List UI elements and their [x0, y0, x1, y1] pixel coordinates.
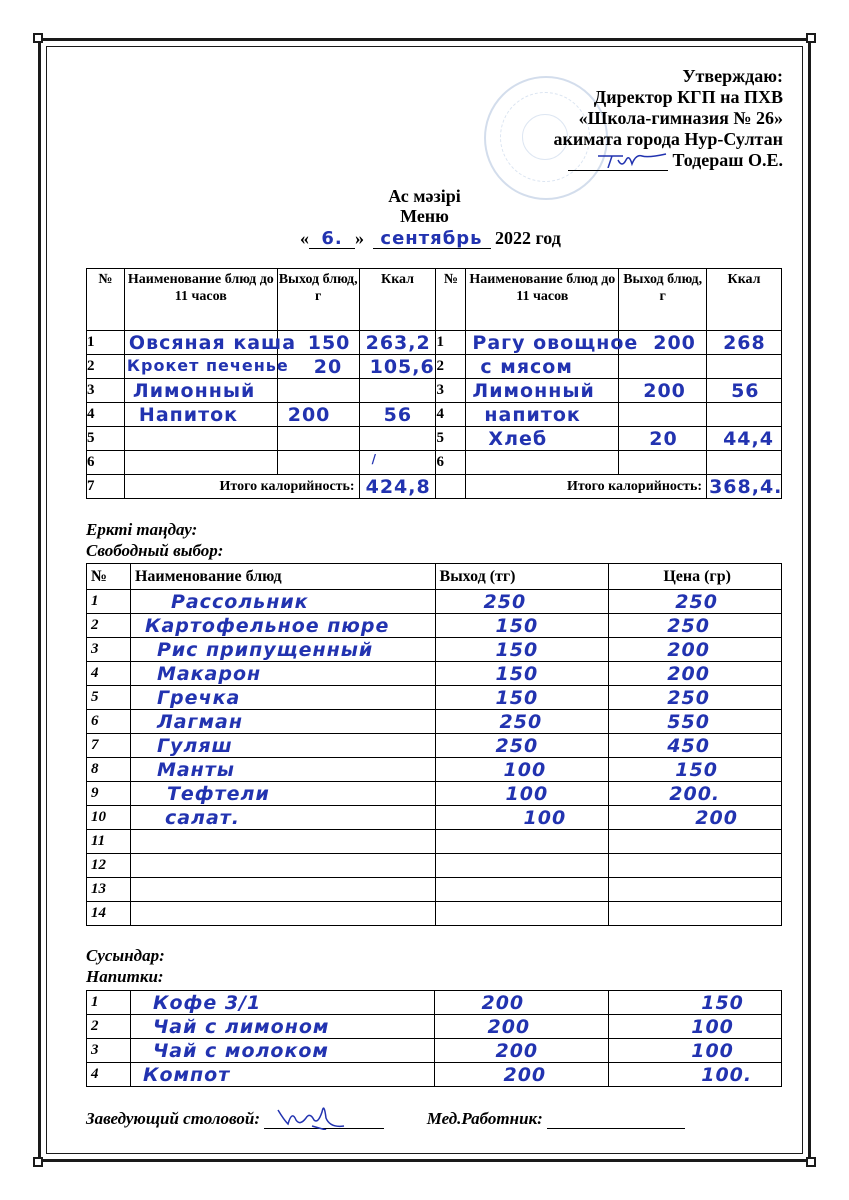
dish-kcal: / [371, 452, 377, 466]
row-num: 4 [436, 403, 466, 427]
dish-price: 200. [669, 783, 721, 805]
row-num: 2 [87, 1015, 131, 1039]
dish-kcal: 105,6 [369, 356, 435, 378]
header-num: № [87, 564, 131, 590]
dish-yield: 20 [649, 428, 678, 450]
free-choice-label-ru: Свободный выбор: [86, 541, 224, 560]
row-num: 1 [87, 991, 131, 1015]
dish-yield: 200 [481, 992, 525, 1014]
dish-yield: 200 [503, 1064, 547, 1086]
row-num: 1 [436, 331, 466, 355]
dish-name: Хлеб [488, 428, 548, 450]
approval-signature-line [554, 150, 783, 171]
header-dish-name: Наименование блюд до 11 часов [124, 269, 277, 331]
table-row [87, 686, 782, 710]
row-num: 1 [87, 331, 125, 355]
row-num: 14 [87, 902, 131, 926]
table-row [87, 902, 782, 926]
dish-price: 250 [667, 687, 710, 709]
row-num: 6 [87, 451, 125, 475]
table-row [87, 782, 782, 806]
row-num: 2 [436, 355, 466, 379]
date-month: сентябрь [373, 228, 491, 249]
dish-yield: 100 [505, 783, 549, 805]
footer-signatures [86, 1108, 685, 1129]
header-yield: Выход (тг) [435, 564, 609, 590]
row-num: 3 [87, 638, 131, 662]
manager-signature [264, 1108, 384, 1129]
row-num: 2 [87, 355, 125, 379]
free-choice-table [86, 563, 782, 926]
row-num: 12 [87, 854, 131, 878]
row-num: 10 [87, 806, 131, 830]
dish-name: Картофельное пюре [144, 615, 390, 637]
header-dish-name: Наименование блюд до 11 часов [466, 269, 619, 331]
approval-line: Утверждаю: [682, 66, 783, 86]
medic-label: Мед.Работник: [426, 1109, 543, 1128]
border-corner [806, 33, 816, 43]
dish-price: 200 [695, 807, 738, 829]
dish-price: 100 [691, 1040, 734, 1062]
total-kcal-left: 424,8 [365, 476, 431, 498]
total-label: Итого калорийность: [124, 475, 359, 499]
table-row [87, 991, 782, 1015]
table-row [87, 758, 782, 782]
date-day: 6. [309, 228, 355, 249]
table-row [87, 451, 782, 475]
drinks-label-kz: Сусындар: [86, 946, 165, 965]
dish-yield: 250 [483, 591, 527, 613]
dish-kcal: 268 [723, 332, 766, 354]
table-row [87, 710, 782, 734]
dish-price: 100. [701, 1064, 753, 1086]
director-signature [568, 152, 668, 171]
header-kcal: Ккал [707, 269, 782, 331]
dish-name: Чай с лимоном [152, 1016, 330, 1038]
table-row [87, 662, 782, 686]
table-row [87, 638, 782, 662]
row-num: 7 [87, 734, 131, 758]
dish-name: Манты [156, 759, 235, 781]
row-num: 13 [87, 878, 131, 902]
dish-yield: 150 [495, 639, 539, 661]
row-num: 1 [87, 590, 131, 614]
table-row [87, 878, 782, 902]
dish-yield: 150 [495, 687, 539, 709]
approval-line: Директор КГП на ПХВ [593, 87, 783, 107]
signature-scribble [568, 146, 668, 168]
dish-name: Овсяная каша [128, 332, 297, 354]
dish-price: 450 [667, 735, 710, 757]
dish-kcal: 44,4 [723, 428, 774, 450]
row-num: 7 [87, 475, 125, 499]
dish-yield: 100 [523, 807, 567, 829]
row-num: 6 [436, 451, 466, 475]
table-row [87, 403, 782, 427]
dish-name: Лагман [156, 711, 243, 733]
date-year: 2022 год [495, 228, 561, 248]
row-num: 6 [87, 710, 131, 734]
row-num: 5 [436, 427, 466, 451]
dish-kcal: 263,2 [365, 332, 431, 354]
row-num: 4 [87, 662, 131, 686]
signature-scribble [264, 1100, 384, 1130]
dish-price: 150 [675, 759, 718, 781]
dish-price: 550 [667, 711, 710, 733]
free-choice-label-kz: Еркті таңдау: [86, 520, 198, 539]
table-row [87, 331, 782, 355]
dish-price: 200 [667, 663, 710, 685]
dish-yield: 150 [307, 332, 351, 354]
dish-name: Напиток [138, 404, 239, 426]
dish-price: 250 [675, 591, 718, 613]
row-num: 9 [87, 782, 131, 806]
total-kcal-right: 368,4. [709, 476, 783, 498]
dish-name: Гречка [156, 687, 241, 709]
row-num: 3 [436, 379, 466, 403]
dish-name: Кофе 3/1 [152, 992, 262, 1014]
dish-name: Тефтели [166, 783, 270, 805]
dish-yield: 200 [287, 404, 331, 426]
table-row [87, 1063, 782, 1087]
row-num: 3 [87, 379, 125, 403]
dish-name: Рассольник [170, 591, 309, 613]
table-row [87, 806, 782, 830]
dish-name: Рис припущенный [156, 639, 374, 661]
dish-name: Макарон [156, 663, 262, 685]
drinks-table [86, 990, 782, 1087]
header-yield: Выход блюд, г [277, 269, 359, 331]
approval-block [554, 66, 783, 171]
dish-yield: 200 [653, 332, 696, 354]
director-name: Тодераш О.Е. [672, 150, 783, 170]
dish-yield: 100 [503, 759, 547, 781]
dish-name: Компот [142, 1064, 231, 1086]
medic-signature-line [547, 1108, 685, 1129]
header-yield: Выход блюд, г [619, 269, 707, 331]
table-row [87, 1039, 782, 1063]
manager-label: Заведующий столовой: [86, 1109, 260, 1128]
border-corner [33, 1157, 43, 1167]
dish-price: 150 [701, 992, 744, 1014]
dish-name: Чай с молоком [152, 1040, 329, 1062]
header-price: Цена (гр) [609, 564, 782, 590]
row-num: 4 [87, 1063, 131, 1087]
row-num: 8 [87, 758, 131, 782]
dish-name: Лимонный [472, 380, 595, 402]
dish-name: с мясом [480, 356, 573, 378]
table-row [87, 734, 782, 758]
row-num: 11 [87, 830, 131, 854]
dish-price: 200 [667, 639, 710, 661]
table-row [87, 355, 782, 379]
dish-yield: 20 [313, 356, 343, 378]
dish-kcal: 56 [731, 380, 760, 402]
total-label: Итого калорийность: [466, 475, 707, 499]
table-row [87, 590, 782, 614]
header-num: № [436, 269, 466, 331]
table-row [87, 427, 782, 451]
row-num: 4 [87, 403, 125, 427]
header-num: № [87, 269, 125, 331]
table-row [87, 830, 782, 854]
dish-name: напиток [484, 404, 581, 426]
dish-price: 100 [691, 1016, 734, 1038]
border-corner [806, 1157, 816, 1167]
dish-yield: 200 [495, 1040, 539, 1062]
menu-date: « 6. » сентябрь 2022 год [300, 228, 561, 249]
header-kcal: Ккал [359, 269, 436, 331]
dish-name: Лимонный [132, 380, 256, 402]
dish-name: салат. [164, 807, 240, 829]
totals-row [87, 475, 782, 499]
table-row [87, 379, 782, 403]
lunch-menu-table [86, 268, 782, 499]
title-kazakh: Ас мәзірі [388, 186, 461, 206]
dish-name: Гуляш [156, 735, 233, 757]
drinks-label-ru: Напитки: [86, 967, 164, 986]
dish-yield: 250 [495, 735, 539, 757]
table-row [87, 854, 782, 878]
header-dish-name: Наименование блюд [130, 564, 435, 590]
table-row [87, 614, 782, 638]
title-russian: Меню [400, 206, 449, 226]
table-row [87, 1015, 782, 1039]
row-num: 5 [87, 427, 125, 451]
dish-yield: 250 [499, 711, 543, 733]
dish-yield: 200 [487, 1016, 531, 1038]
row-num: 5 [87, 686, 131, 710]
approval-line: «Школа-гимназия № 26» [578, 108, 783, 128]
dish-name: Крокет печенье [126, 356, 289, 375]
row-num: 3 [87, 1039, 131, 1063]
dish-yield: 200 [643, 380, 686, 402]
dish-yield: 150 [495, 663, 539, 685]
approval-line: акимата города Нур-Султан [553, 129, 783, 149]
dish-yield: 150 [495, 615, 539, 637]
dish-name: Рагу овощное [472, 332, 639, 354]
dish-price: 250 [667, 615, 710, 637]
dish-kcal: 56 [383, 404, 413, 426]
border-corner [33, 33, 43, 43]
row-num: 2 [87, 614, 131, 638]
